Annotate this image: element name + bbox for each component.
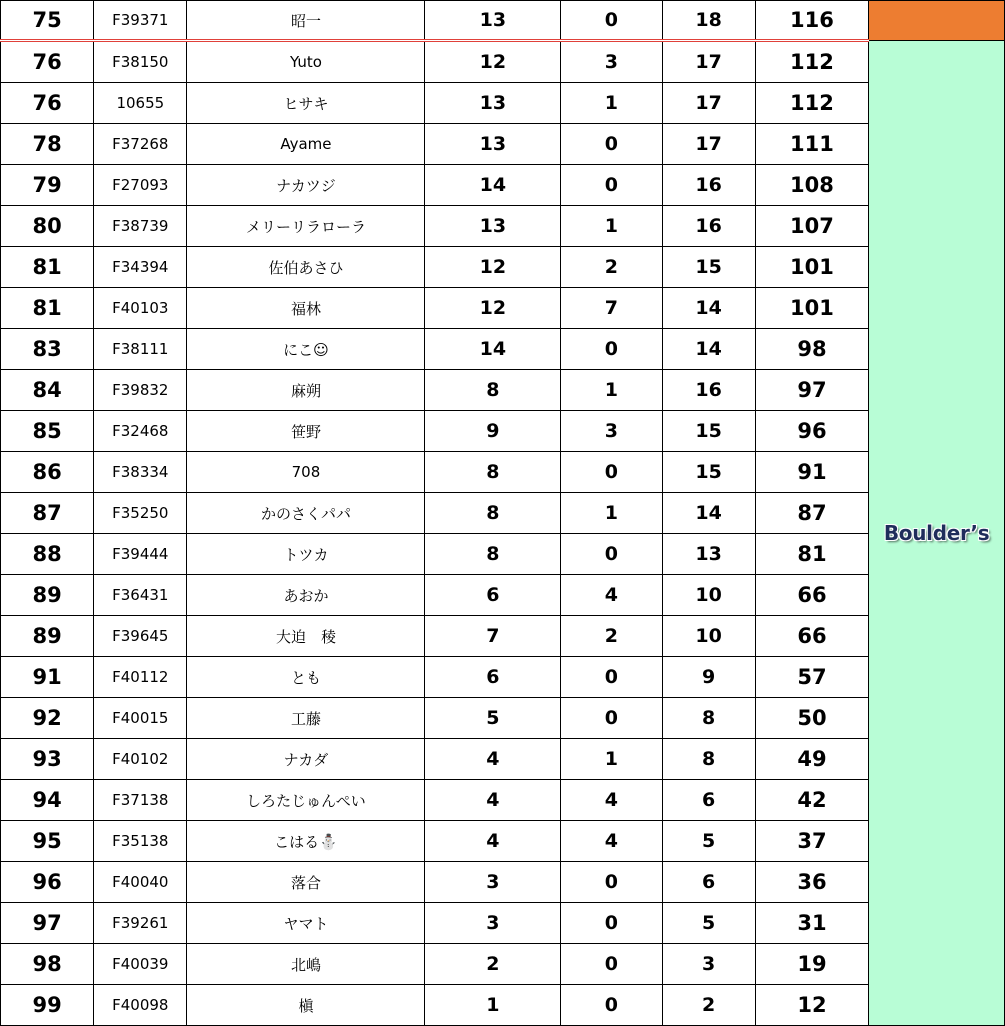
name-cell: 北嶋 bbox=[187, 944, 425, 985]
rank-cell: 75 bbox=[1, 1, 94, 41]
score-a-cell: 1 bbox=[425, 985, 561, 1026]
score-c-cell: 17 bbox=[662, 124, 755, 165]
member-id-cell: F37268 bbox=[94, 124, 187, 165]
member-id-cell: F27093 bbox=[94, 165, 187, 206]
rank-cell: 96 bbox=[1, 862, 94, 903]
member-id-cell: F40103 bbox=[94, 288, 187, 329]
table-row bbox=[1, 575, 1005, 616]
score-b-cell: 4 bbox=[561, 575, 662, 616]
score-a-cell: 8 bbox=[425, 452, 561, 493]
score-b-cell: 1 bbox=[561, 83, 662, 124]
score-c-cell: 6 bbox=[662, 780, 755, 821]
table-row bbox=[1, 493, 1005, 534]
table-row bbox=[1, 329, 1005, 370]
table-row bbox=[1, 247, 1005, 288]
total-cell: 111 bbox=[755, 124, 868, 165]
table-row bbox=[1, 1, 1005, 41]
member-id-cell: F40039 bbox=[94, 944, 187, 985]
table-row bbox=[1, 698, 1005, 739]
score-b-cell: 0 bbox=[561, 657, 662, 698]
total-cell: 19 bbox=[755, 944, 868, 985]
name-cell: Ayame bbox=[187, 124, 425, 165]
score-a-cell: 14 bbox=[425, 165, 561, 206]
total-cell: 66 bbox=[755, 616, 868, 657]
score-a-cell: 8 bbox=[425, 370, 561, 411]
score-b-cell: 0 bbox=[561, 698, 662, 739]
rank-cell: 91 bbox=[1, 657, 94, 698]
score-c-cell: 3 bbox=[662, 944, 755, 985]
total-cell: 108 bbox=[755, 165, 868, 206]
member-id-cell: 10655 bbox=[94, 83, 187, 124]
score-c-cell: 10 bbox=[662, 616, 755, 657]
total-cell: 31 bbox=[755, 903, 868, 944]
name-cell: ナカダ bbox=[187, 739, 425, 780]
rank-cell: 87 bbox=[1, 493, 94, 534]
rank-cell: 76 bbox=[1, 41, 94, 83]
total-cell: 101 bbox=[755, 288, 868, 329]
table-row bbox=[1, 165, 1005, 206]
table-row bbox=[1, 903, 1005, 944]
score-b-cell: 0 bbox=[561, 903, 662, 944]
member-id-cell: F39645 bbox=[94, 616, 187, 657]
score-a-cell: 5 bbox=[425, 698, 561, 739]
score-c-cell: 17 bbox=[662, 41, 755, 83]
name-cell: しろたじゅんぺい bbox=[187, 780, 425, 821]
score-a-cell: 3 bbox=[425, 862, 561, 903]
score-c-cell: 14 bbox=[662, 288, 755, 329]
name-cell: トツカ bbox=[187, 534, 425, 575]
score-c-cell: 10 bbox=[662, 575, 755, 616]
score-b-cell: 3 bbox=[561, 411, 662, 452]
table-row bbox=[1, 739, 1005, 780]
score-b-cell: 1 bbox=[561, 206, 662, 247]
score-a-cell: 4 bbox=[425, 780, 561, 821]
name-cell: にこ☺ bbox=[187, 329, 425, 370]
rank-cell: 81 bbox=[1, 247, 94, 288]
total-cell: 101 bbox=[755, 247, 868, 288]
name-cell: 昭一 bbox=[187, 1, 425, 41]
name-cell: 福林 bbox=[187, 288, 425, 329]
score-a-cell: 12 bbox=[425, 41, 561, 83]
rank-cell: 93 bbox=[1, 739, 94, 780]
member-id-cell: F35250 bbox=[94, 493, 187, 534]
total-cell: 57 bbox=[755, 657, 868, 698]
total-cell: 96 bbox=[755, 411, 868, 452]
table-row bbox=[1, 657, 1005, 698]
total-cell: 37 bbox=[755, 821, 868, 862]
score-a-cell: 4 bbox=[425, 739, 561, 780]
score-b-cell: 2 bbox=[561, 247, 662, 288]
name-cell: 大迫 稜 bbox=[187, 616, 425, 657]
score-c-cell: 9 bbox=[662, 657, 755, 698]
rank-cell: 78 bbox=[1, 124, 94, 165]
member-id-cell: F40112 bbox=[94, 657, 187, 698]
name-cell: Yuto bbox=[187, 41, 425, 83]
rank-cell: 84 bbox=[1, 370, 94, 411]
score-c-cell: 2 bbox=[662, 985, 755, 1026]
rank-cell: 86 bbox=[1, 452, 94, 493]
name-cell: とも bbox=[187, 657, 425, 698]
rank-cell: 79 bbox=[1, 165, 94, 206]
score-c-cell: 14 bbox=[662, 493, 755, 534]
member-id-cell: F39371 bbox=[94, 1, 187, 41]
table-row bbox=[1, 780, 1005, 821]
score-b-cell: 0 bbox=[561, 452, 662, 493]
score-a-cell: 8 bbox=[425, 493, 561, 534]
ranking-table-body bbox=[1, 1, 1005, 1026]
member-id-cell: F35138 bbox=[94, 821, 187, 862]
rank-cell: 76 bbox=[1, 83, 94, 124]
score-a-cell: 12 bbox=[425, 247, 561, 288]
total-cell: 107 bbox=[755, 206, 868, 247]
name-cell: 麻朔 bbox=[187, 370, 425, 411]
name-cell: 工藤 bbox=[187, 698, 425, 739]
score-a-cell: 13 bbox=[425, 83, 561, 124]
name-cell: メリーリラローラ bbox=[187, 206, 425, 247]
table-row bbox=[1, 862, 1005, 903]
score-b-cell: 3 bbox=[561, 41, 662, 83]
member-id-cell: F32468 bbox=[94, 411, 187, 452]
score-a-cell: 2 bbox=[425, 944, 561, 985]
score-c-cell: 17 bbox=[662, 83, 755, 124]
member-id-cell: F38111 bbox=[94, 329, 187, 370]
score-c-cell: 14 bbox=[662, 329, 755, 370]
score-c-cell: 15 bbox=[662, 247, 755, 288]
score-c-cell: 8 bbox=[662, 739, 755, 780]
score-c-cell: 5 bbox=[662, 903, 755, 944]
table-row bbox=[1, 370, 1005, 411]
score-c-cell: 5 bbox=[662, 821, 755, 862]
name-cell: かのさくパパ bbox=[187, 493, 425, 534]
member-id-cell: F36431 bbox=[94, 575, 187, 616]
total-cell: 36 bbox=[755, 862, 868, 903]
score-b-cell: 7 bbox=[561, 288, 662, 329]
member-id-cell: F39261 bbox=[94, 903, 187, 944]
member-id-cell: F40040 bbox=[94, 862, 187, 903]
score-b-cell: 0 bbox=[561, 165, 662, 206]
rank-cell: 83 bbox=[1, 329, 94, 370]
rank-cell: 97 bbox=[1, 903, 94, 944]
total-cell: 12 bbox=[755, 985, 868, 1026]
total-cell: 97 bbox=[755, 370, 868, 411]
score-b-cell: 0 bbox=[561, 329, 662, 370]
score-a-cell: 13 bbox=[425, 124, 561, 165]
total-cell: 116 bbox=[755, 1, 868, 41]
name-cell: ヤマト bbox=[187, 903, 425, 944]
rank-cell: 95 bbox=[1, 821, 94, 862]
total-cell: 112 bbox=[755, 41, 868, 83]
rank-cell: 94 bbox=[1, 780, 94, 821]
rank-cell: 81 bbox=[1, 288, 94, 329]
score-a-cell: 6 bbox=[425, 575, 561, 616]
member-id-cell: F40102 bbox=[94, 739, 187, 780]
score-b-cell: 0 bbox=[561, 944, 662, 985]
score-b-cell: 0 bbox=[561, 862, 662, 903]
table-row bbox=[1, 452, 1005, 493]
score-c-cell: 18 bbox=[662, 1, 755, 41]
score-a-cell: 12 bbox=[425, 288, 561, 329]
category-label: Boulder’s bbox=[883, 521, 990, 545]
score-b-cell: 4 bbox=[561, 780, 662, 821]
score-c-cell: 16 bbox=[662, 206, 755, 247]
category-cell bbox=[869, 41, 1005, 1026]
total-cell: 50 bbox=[755, 698, 868, 739]
score-c-cell: 15 bbox=[662, 452, 755, 493]
score-b-cell: 1 bbox=[561, 370, 662, 411]
score-c-cell: 6 bbox=[662, 862, 755, 903]
member-id-cell: F38334 bbox=[94, 452, 187, 493]
total-cell: 66 bbox=[755, 575, 868, 616]
score-b-cell: 4 bbox=[561, 821, 662, 862]
member-id-cell: F38150 bbox=[94, 41, 187, 83]
member-id-cell: F37138 bbox=[94, 780, 187, 821]
total-cell: 81 bbox=[755, 534, 868, 575]
name-cell: 佐伯あさひ bbox=[187, 247, 425, 288]
total-cell: 49 bbox=[755, 739, 868, 780]
member-id-cell: F34394 bbox=[94, 247, 187, 288]
score-c-cell: 13 bbox=[662, 534, 755, 575]
member-id-cell: F40098 bbox=[94, 985, 187, 1026]
score-a-cell: 4 bbox=[425, 821, 561, 862]
score-a-cell: 7 bbox=[425, 616, 561, 657]
score-a-cell: 6 bbox=[425, 657, 561, 698]
orange-group-cell bbox=[869, 1, 1005, 41]
name-cell: 708 bbox=[187, 452, 425, 493]
member-id-cell: F40015 bbox=[94, 698, 187, 739]
name-cell: 笹野 bbox=[187, 411, 425, 452]
rank-cell: 80 bbox=[1, 206, 94, 247]
score-b-cell: 1 bbox=[561, 493, 662, 534]
table-row bbox=[1, 288, 1005, 329]
rank-cell: 89 bbox=[1, 575, 94, 616]
rank-cell: 85 bbox=[1, 411, 94, 452]
name-cell: ナカツジ bbox=[187, 165, 425, 206]
table-row bbox=[1, 534, 1005, 575]
score-b-cell: 0 bbox=[561, 985, 662, 1026]
score-b-cell: 0 bbox=[561, 124, 662, 165]
name-cell: あおか bbox=[187, 575, 425, 616]
score-b-cell: 2 bbox=[561, 616, 662, 657]
table-row bbox=[1, 821, 1005, 862]
score-a-cell: 14 bbox=[425, 329, 561, 370]
member-id-cell: F38739 bbox=[94, 206, 187, 247]
table-row bbox=[1, 985, 1005, 1026]
total-cell: 87 bbox=[755, 493, 868, 534]
name-cell: 槇 bbox=[187, 985, 425, 1026]
total-cell: 112 bbox=[755, 83, 868, 124]
rank-cell: 98 bbox=[1, 944, 94, 985]
table-row bbox=[1, 124, 1005, 165]
rank-cell: 89 bbox=[1, 616, 94, 657]
rank-cell: 88 bbox=[1, 534, 94, 575]
name-cell: 落合 bbox=[187, 862, 425, 903]
table-row bbox=[1, 944, 1005, 985]
score-a-cell: 3 bbox=[425, 903, 561, 944]
score-a-cell: 13 bbox=[425, 206, 561, 247]
name-cell: こはる⛄ bbox=[187, 821, 425, 862]
rank-cell: 92 bbox=[1, 698, 94, 739]
score-c-cell: 16 bbox=[662, 165, 755, 206]
score-c-cell: 16 bbox=[662, 370, 755, 411]
rank-cell: 99 bbox=[1, 985, 94, 1026]
score-b-cell: 1 bbox=[561, 739, 662, 780]
member-id-cell: F39444 bbox=[94, 534, 187, 575]
score-b-cell: 0 bbox=[561, 534, 662, 575]
score-b-cell: 0 bbox=[561, 1, 662, 41]
score-a-cell: 13 bbox=[425, 1, 561, 41]
table-row bbox=[1, 41, 1005, 83]
score-a-cell: 8 bbox=[425, 534, 561, 575]
score-c-cell: 8 bbox=[662, 698, 755, 739]
table-row bbox=[1, 206, 1005, 247]
table-row bbox=[1, 83, 1005, 124]
table-row bbox=[1, 616, 1005, 657]
score-c-cell: 15 bbox=[662, 411, 755, 452]
name-cell: ヒサキ bbox=[187, 83, 425, 124]
total-cell: 91 bbox=[755, 452, 868, 493]
total-cell: 42 bbox=[755, 780, 868, 821]
score-a-cell: 9 bbox=[425, 411, 561, 452]
table-row bbox=[1, 411, 1005, 452]
member-id-cell: F39832 bbox=[94, 370, 187, 411]
total-cell: 98 bbox=[755, 329, 868, 370]
